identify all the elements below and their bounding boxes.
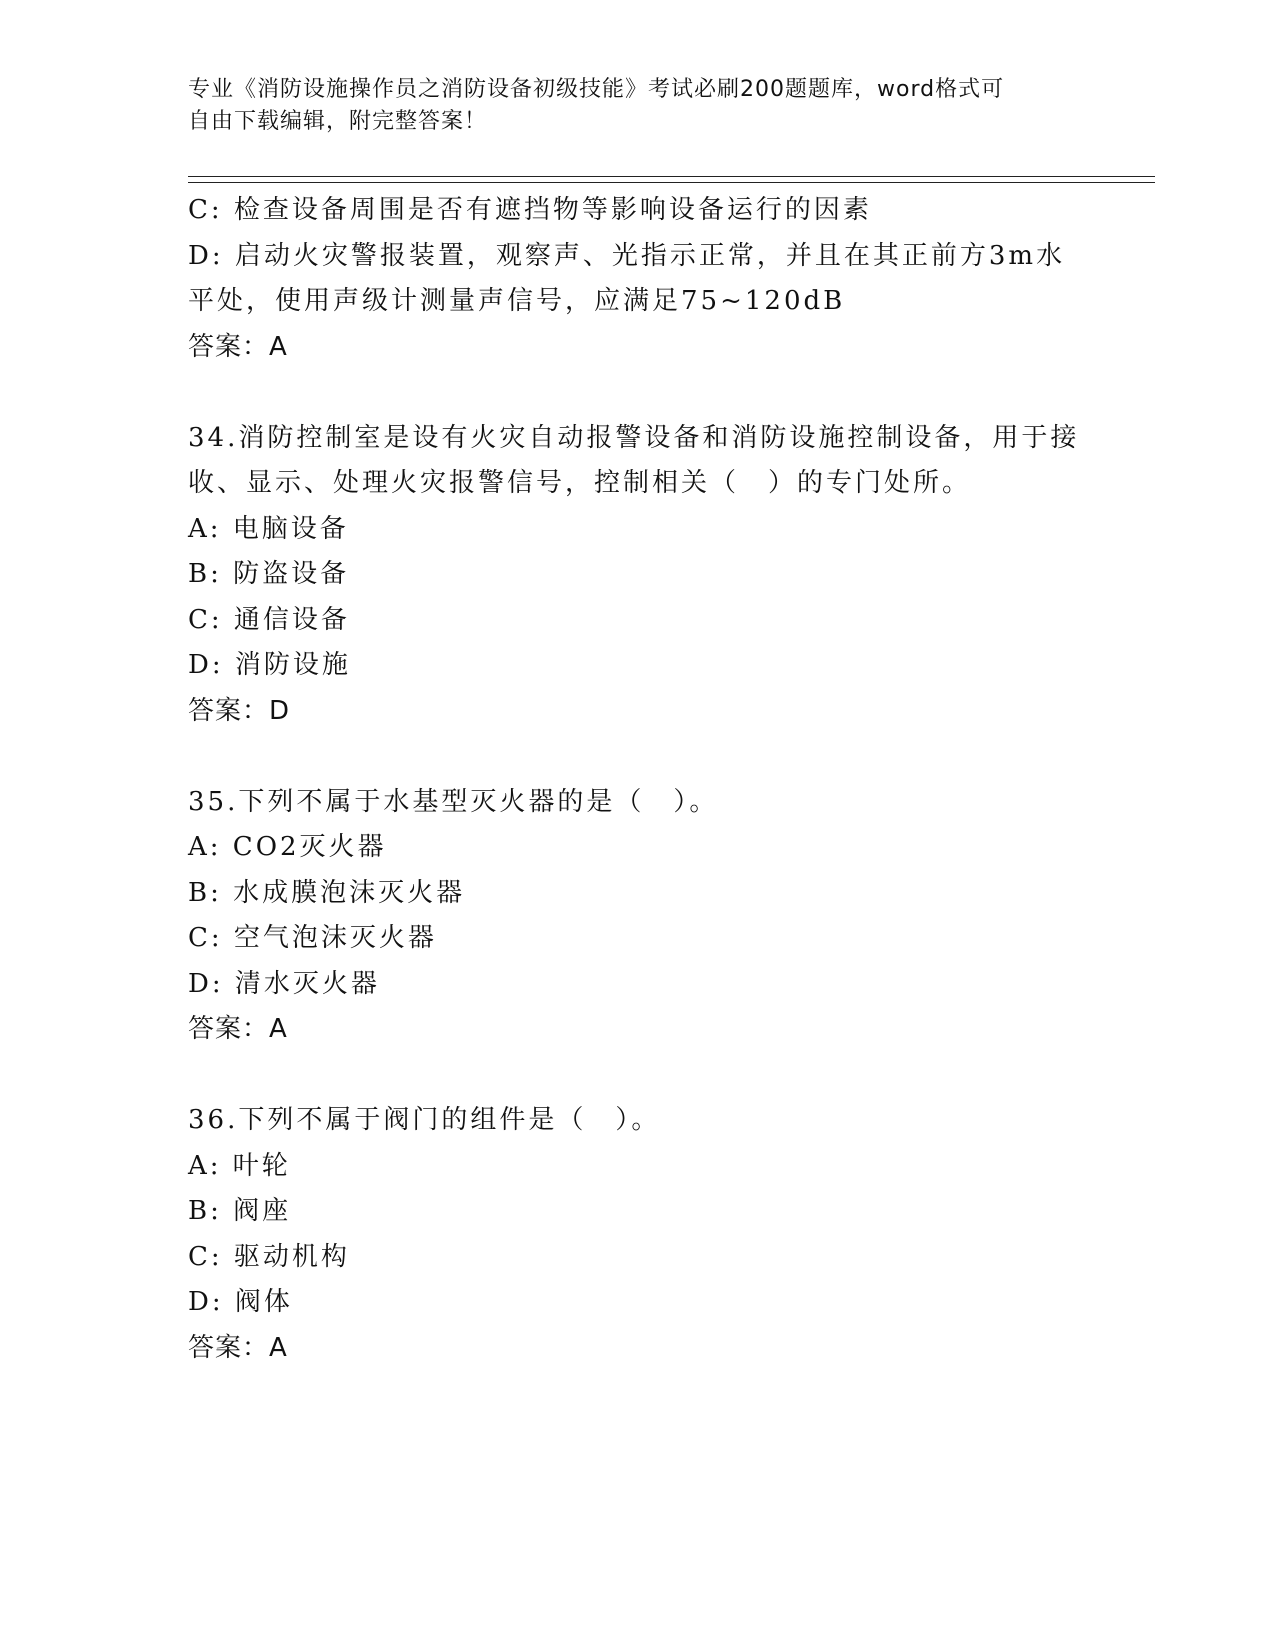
option-c: C: 空气泡沫灭火器 xyxy=(188,923,437,953)
question-33-continued xyxy=(188,188,1088,370)
header-divider-top xyxy=(188,176,1155,177)
answer: 答案：A xyxy=(188,1014,288,1044)
option-d: D: 阀体 xyxy=(188,1287,293,1317)
question-list xyxy=(188,188,1088,1371)
spacer xyxy=(188,734,1088,780)
option-a: A: 电脑设备 xyxy=(188,513,349,544)
question-stem-line-2: 收、显示、处理火灾报警信号，控制相关（ ）的专门处所。 xyxy=(188,468,972,498)
option-c: C: 通信设备 xyxy=(188,604,350,635)
option-c: C: 检查设备周围是否有遮挡物等影响设备运行的因素 xyxy=(188,195,872,225)
question-34 xyxy=(188,416,1088,735)
option-a: A: CO2灭火器 xyxy=(188,832,387,862)
header-line-1: 专业《消防设施操作员之消防设备初级技能》考试必刷200题题库，word格式可 xyxy=(188,77,1005,102)
spacer xyxy=(188,370,1088,416)
question-stem: 36.下列不属于阀门的组件是（ ）。 xyxy=(188,1105,661,1135)
question-stem: 35.下列不属于水基型灭火器的是（ ）。 xyxy=(188,786,719,817)
answer: 答案：A xyxy=(188,1332,288,1363)
option-b: B: 防盗设备 xyxy=(188,559,350,589)
option-d-line-2: 平处，使用声级计测量声信号，应满足75~120dB xyxy=(188,286,846,316)
spacer xyxy=(188,1053,1088,1099)
document-header xyxy=(188,74,1088,138)
option-b: B: 水成膜泡沫灭火器 xyxy=(188,877,466,908)
header-divider-bottom xyxy=(188,182,1155,183)
question-stem-line-1: 34.消防控制室是设有火灾自动报警设备和消防设施控制设备，用于接 xyxy=(188,422,1080,453)
header-line-2: 自由下载编辑，附完整答案！ xyxy=(188,109,488,134)
answer: 答案：A xyxy=(188,331,288,362)
question-36 xyxy=(188,1098,1088,1371)
option-a: A: 叶轮 xyxy=(188,1150,291,1181)
question-35 xyxy=(188,780,1088,1053)
option-b: B: 阀座 xyxy=(188,1196,292,1226)
option-d: D: 清水灭火器 xyxy=(188,968,380,999)
option-d-line-1: D: 启动火灾警报装置，观察声、光指示正常，并且在其正前方3m水 xyxy=(188,240,1066,271)
answer: 答案：D xyxy=(188,695,291,726)
option-d: D: 消防设施 xyxy=(188,650,351,680)
option-c: C: 驱动机构 xyxy=(188,1241,350,1272)
